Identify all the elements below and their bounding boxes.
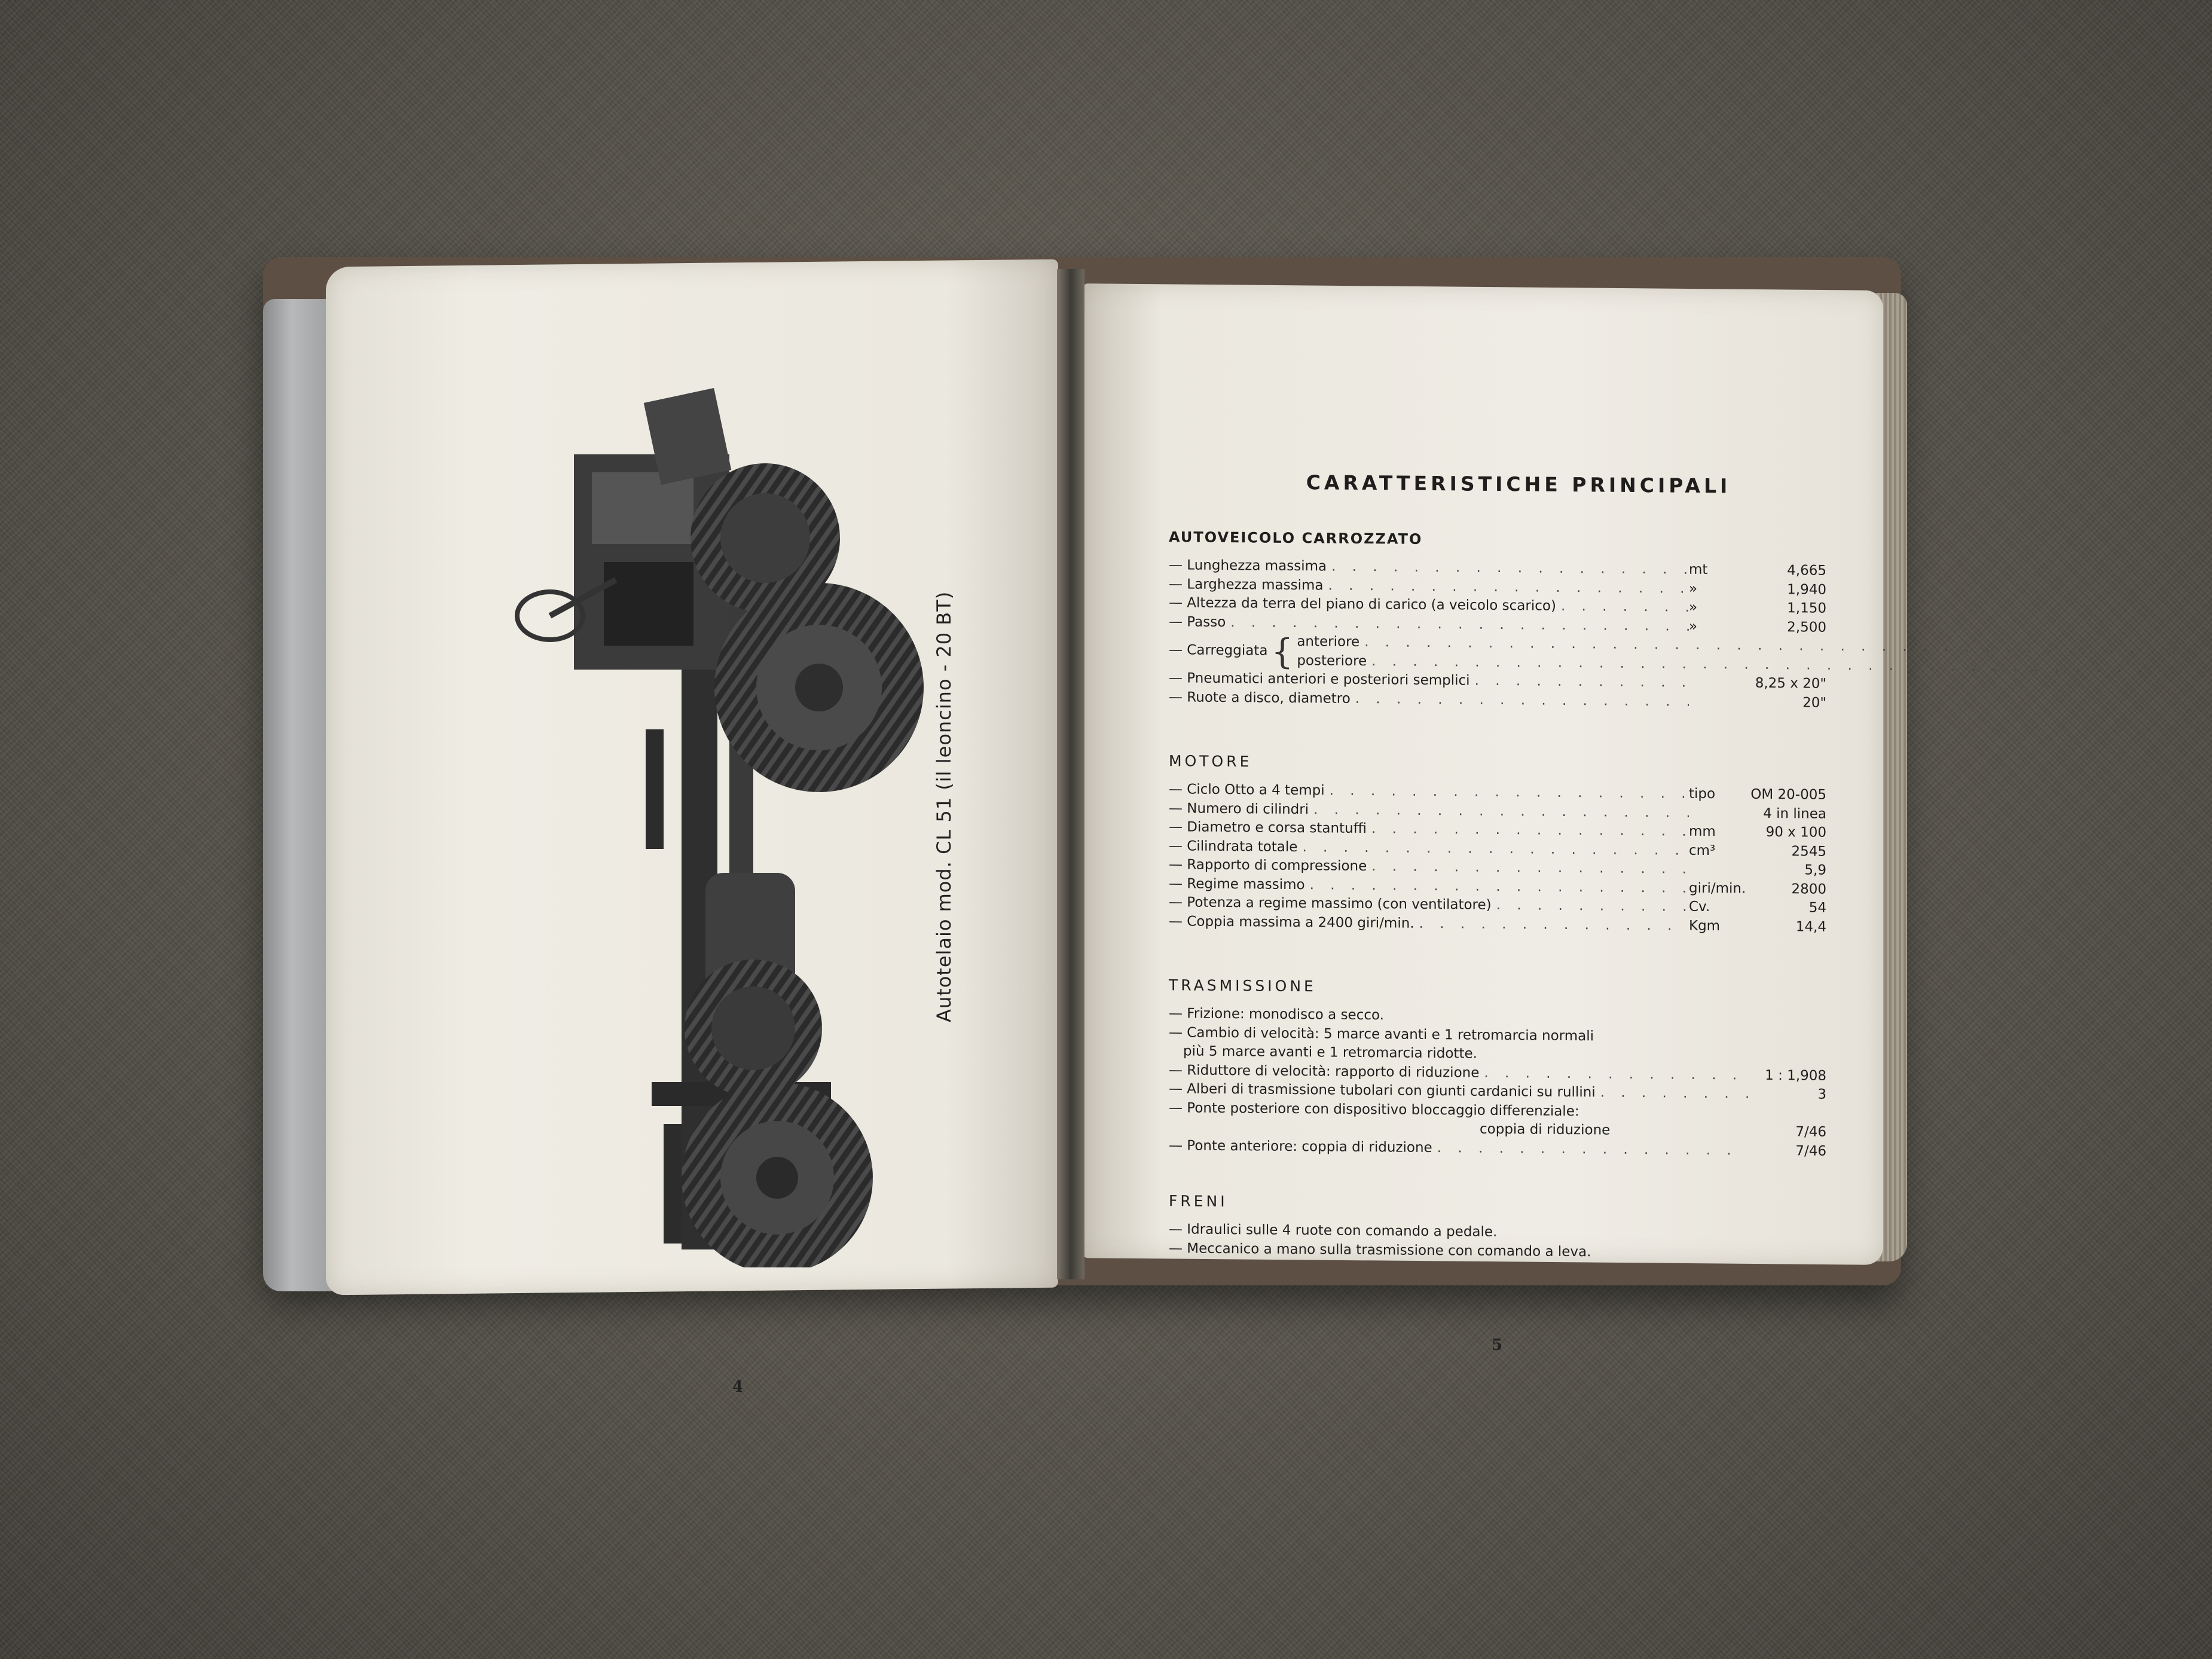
spec-line: — Frizione: monodisco a secco. — [1169, 1006, 1384, 1023]
spec-label: — Larghezza massima — [1169, 576, 1324, 593]
spec-value: 7/46 — [1795, 1124, 1826, 1140]
spec-label: — Rapporto di compressione — [1169, 857, 1367, 875]
spec-unit — [1689, 687, 1749, 688]
spec-label: — Altezza da terra del piano di carico (a veicolo scarico) — [1169, 595, 1556, 614]
spec-value: 54 — [1808, 900, 1826, 916]
page-number-right: 5 — [1492, 1336, 1503, 1354]
photo-caption: Autotelaio mod. CL 51 (il leoncino - 20 BT) — [933, 591, 955, 1022]
spec-label: coppia di riduzione — [1480, 1121, 1611, 1138]
page-title: CARATTERISTICHE PRINCIPALI — [1306, 470, 1731, 498]
spec-value: 7/46 — [1795, 1142, 1826, 1159]
spec-value: 2545 — [1791, 843, 1826, 860]
spec-label: — Pneumatici anteriori e posteriori semplici — [1169, 670, 1470, 689]
section-heading-trasmissione: TRASMISSIONE — [1169, 976, 1316, 995]
spec-unit: » — [1689, 599, 1698, 615]
spec-label: — Ponte anteriore: coppia di riduzione — [1169, 1137, 1432, 1156]
spec-value: 3 — [1817, 1086, 1826, 1102]
spec-value: 1 : 1,908 — [1765, 1067, 1826, 1084]
spec-label: — Potenza a regime massimo (con ventilatore) — [1169, 894, 1492, 913]
spec-label: — Coppia massima a 2400 giri/min. — [1169, 913, 1414, 931]
spec-unit: tipo — [1689, 786, 1716, 802]
dot-leader — [1432, 1139, 1749, 1160]
spec-row-carreggiata — [1169, 631, 1826, 675]
spec-line: — Ponte posteriore con dispositivo bloccaggio differenziale: — [1169, 1099, 1579, 1119]
dot-leader — [1414, 914, 1689, 936]
dot-leader — [1325, 781, 1689, 803]
spec-value: 2,500 — [1787, 619, 1826, 636]
spec-label: — Regime massimo — [1169, 875, 1305, 893]
spec-label: — Passo — [1169, 613, 1226, 630]
spec-label: — Alberi di trasmissione tubolari con giunti cardanici su rullini — [1169, 1081, 1596, 1101]
spec-value: 2800 — [1791, 881, 1826, 897]
brace-symbol: { — [1271, 631, 1294, 672]
spec-unit: » — [1689, 618, 1698, 634]
dot-leader — [1596, 1083, 1749, 1104]
spec-label: — Riduttore di velocità: rapporto di riduzione — [1169, 1062, 1480, 1081]
spec-label: posteriore — [1297, 652, 1367, 669]
spec-value: 1,150 — [1787, 600, 1826, 616]
cover-edge — [263, 299, 335, 1291]
spec-unit: mt — [1689, 561, 1708, 578]
spec-unit: » — [1689, 581, 1698, 597]
spec-value: 90 x 100 — [1765, 824, 1826, 841]
spec-unit — [1689, 873, 1749, 874]
page-number-left: 4 — [732, 1378, 744, 1396]
section-heading-motore: MOTORE — [1169, 752, 1252, 771]
spec-unit: Cv. — [1689, 899, 1710, 915]
section-heading-autoveicolo: AUTOVEICOLO CARROZZATO — [1169, 528, 1423, 548]
spec-value: 20" — [1802, 694, 1826, 711]
spec-unit: mm — [1689, 823, 1716, 840]
spec-value: 5,9 — [1804, 862, 1826, 878]
dot-leader — [1351, 689, 1689, 711]
spec-value: 1,940 — [1787, 581, 1826, 598]
spec-value: 8,25 x 20" — [1755, 675, 1826, 692]
section-heading-freni: FRENI — [1169, 1192, 1228, 1211]
spec-label: anteriore — [1297, 634, 1360, 650]
spec-label: — Diametro e corsa stantuffi — [1169, 819, 1367, 837]
spec-line: più 5 marce avanti e 1 retromarcia ridotte. — [1183, 1043, 1477, 1062]
spec-value: 4,665 — [1787, 563, 1826, 579]
spec-unit: Kgm — [1689, 918, 1721, 934]
dot-leader — [1556, 597, 1689, 617]
chassis-photo — [496, 383, 951, 1267]
spec-label: — Cilindrata totale — [1169, 838, 1298, 855]
spec-label: — Ciclo Otto a 4 tempi — [1169, 781, 1325, 799]
dot-leader — [1492, 896, 1689, 916]
spec-unit: cm³ — [1689, 842, 1716, 858]
spec-value: 14,4 — [1795, 918, 1826, 935]
spec-label: — Numero di cilindri — [1169, 800, 1309, 817]
dot-leader — [1327, 558, 1689, 580]
spec-label: — Lunghezza massima — [1169, 557, 1327, 575]
spec-unit — [1689, 705, 1749, 706]
spec-line: — Cambio di velocità: 5 marce avanti e 1 retromarcia normali — [1169, 1024, 1594, 1044]
dot-leader — [1479, 1064, 1749, 1084]
specs-content — [1169, 469, 1826, 1264]
dot-leader — [1226, 613, 1689, 636]
spec-line: — Idraulici sulle 4 ruote con comando a pedale. — [1169, 1221, 1498, 1240]
spec-value: 4 in linea — [1763, 805, 1826, 822]
dot-leader — [1367, 820, 1689, 841]
dot-leader — [1470, 672, 1689, 693]
dot-leader — [1367, 857, 1689, 879]
spec-value: OM 20-005 — [1750, 786, 1826, 803]
spec-unit: giri/min. — [1689, 880, 1746, 897]
spec-label: — Ruote a disco, diametro — [1169, 689, 1351, 707]
spec-line: — Meccanico a mano sulla trasmissione con comando a leva. — [1169, 1240, 1591, 1260]
book-gutter — [1057, 269, 1084, 1279]
spec-label: — Carreggiata — [1169, 641, 1268, 659]
